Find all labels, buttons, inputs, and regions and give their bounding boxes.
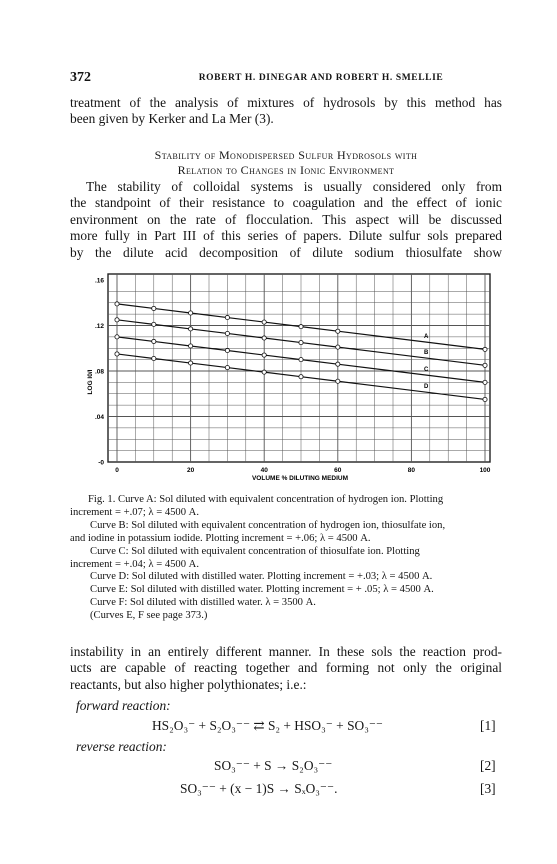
data-point [189,311,193,315]
data-point [225,315,229,319]
text-line: treatment of the analysis of mixtures of hydrosols by this method has [70,95,502,110]
series-label: D [423,384,429,391]
data-point [299,340,303,344]
text-line: The stability of colloidal systems is usually considered only from [86,179,502,194]
data-point [299,375,303,379]
data-point [336,379,340,383]
caption-line: Curve E: Sol diluted with distilled water. Plotting increment = + .05; λ = 4500 A. [90,584,434,596]
data-point [225,331,229,335]
caption-line: Fig. 1. Curve A: Sol diluted with equivalent concentration of hydrogen ion. Plotting [88,494,444,505]
caption-line: and iodine in potassium iodide. Plotting increment = +.06; λ = 4500 A. [70,532,371,544]
page-header [70,70,502,86]
data-point [336,362,340,366]
data-point [262,320,266,324]
series-label: A [423,334,429,341]
equation-1: HS₂O₃⁻ + S₂O₃⁻⁻ ⇄ S₂ + HSO₃⁻ + SO₃⁻⁻ [152,718,384,733]
data-point [115,302,119,306]
data-point [483,363,487,367]
equation-3: SO₃⁻⁻ + (x − 1)S → SₓO₃⁻⁻. [180,781,338,796]
plot-frame [108,274,490,462]
figure-caption [70,494,502,623]
y-tick-label: -0 [98,459,104,467]
data-point [189,361,193,365]
data-point [262,370,266,374]
text-line: the standpoint of their resistance to coagulation and the effect of ionic [70,195,502,211]
data-point [483,380,487,384]
data-point [152,306,156,310]
caption-line: increment = +.04; λ = 4500 A. [70,558,199,570]
data-point [152,356,156,360]
data-point [336,345,340,349]
text-line: been given by Kerker and La Mer (3). [70,111,274,127]
data-point [336,329,340,333]
y-tick-label: .12 [94,323,104,330]
data-point [189,327,193,331]
y-tick-label: .16 [94,277,104,285]
text-line: by the dilute acid decomposition of dilute sodium thiosulfate show [70,244,502,260]
page-number: 372 [70,70,91,85]
intro-paragraph [70,95,502,128]
body-paragraph [70,179,502,261]
caption-line: Curve D: Sol diluted with distilled water. Plotting increment = +.03; λ = 4500 A. [90,571,433,583]
data-point [189,344,193,348]
y-tick-label: .04 [94,414,104,421]
text-line: reactants, but also higher polythionates; i.e.: [70,676,307,692]
data-point [152,322,156,326]
data-point [152,339,156,343]
x-axis-label: VOLUME % DILUTING MEDIUM [251,475,349,482]
data-point [225,348,229,352]
x-tick-label: 0 [115,467,119,474]
data-point [483,347,487,351]
running-head: ROBERT H. DINEGAR AND ROBERT H. SMELLIE [198,73,444,83]
chart-grid [108,274,490,462]
x-tick-label: 20 [186,467,195,474]
text-line: ucts are capable of reacting together and forming not only the original [70,660,502,676]
equation-2: SO₃⁻⁻ + S → S₂O₃⁻⁻ [214,758,333,773]
section-title-line: Relation to Changes in Ionic Environment [177,163,395,177]
data-point [299,325,303,329]
figure-chart [70,262,510,487]
forward-reaction-label: forward reaction: [76,698,171,713]
data-point [115,318,119,322]
text-line: more fully in Part III of this series of papers. Dilute sulfur sols prepared [70,228,502,244]
equation-3-number: [3] [480,781,496,796]
series-label: B [423,350,429,357]
data-point [115,352,119,356]
y-axis-label: LOG I0/I [87,369,94,395]
body-paragraph-2 [70,644,502,693]
x-tick-label: 80 [407,467,416,474]
caption-line: Curve C: Sol diluted with equivalent concentration of thiosulfate ion. Plotting [90,545,420,557]
section-title [70,148,502,178]
section-title-line: Stability of Monodispersed Sulfur Hydrosols with [154,148,418,162]
x-tick-label: 60 [334,467,342,474]
series-label: C [423,367,429,374]
caption-line: increment = +.07; λ = 4500 A. [70,506,199,518]
equation-2-number: [2] [480,758,496,773]
x-tick-label: 100 [479,467,491,474]
data-point [262,336,266,340]
text-line: environment on the rate of flocculation. This aspect will be discussed [70,211,502,227]
data-point [225,365,229,369]
text-line: instability in an entirely different manner. In these sols the reaction prod- [70,644,502,659]
data-point [299,358,303,362]
y-tick-label: .08 [94,368,104,376]
caption-line: Curve F: Sol diluted with distilled water. λ = 3500 A. [90,597,316,609]
x-tick-label: 40 [260,467,268,474]
data-point [262,353,266,357]
equation-1-number: [1] [480,718,496,733]
caption-line: (Curves E, F see page 373.) [90,610,208,622]
caption-line: Curve B: Sol diluted with equivalent concentration of hydrogen ion, thiosulfate ion, [90,519,446,531]
reverse-reaction-label: reverse reaction: [76,739,167,754]
data-point [115,335,119,339]
data-point [483,397,487,401]
